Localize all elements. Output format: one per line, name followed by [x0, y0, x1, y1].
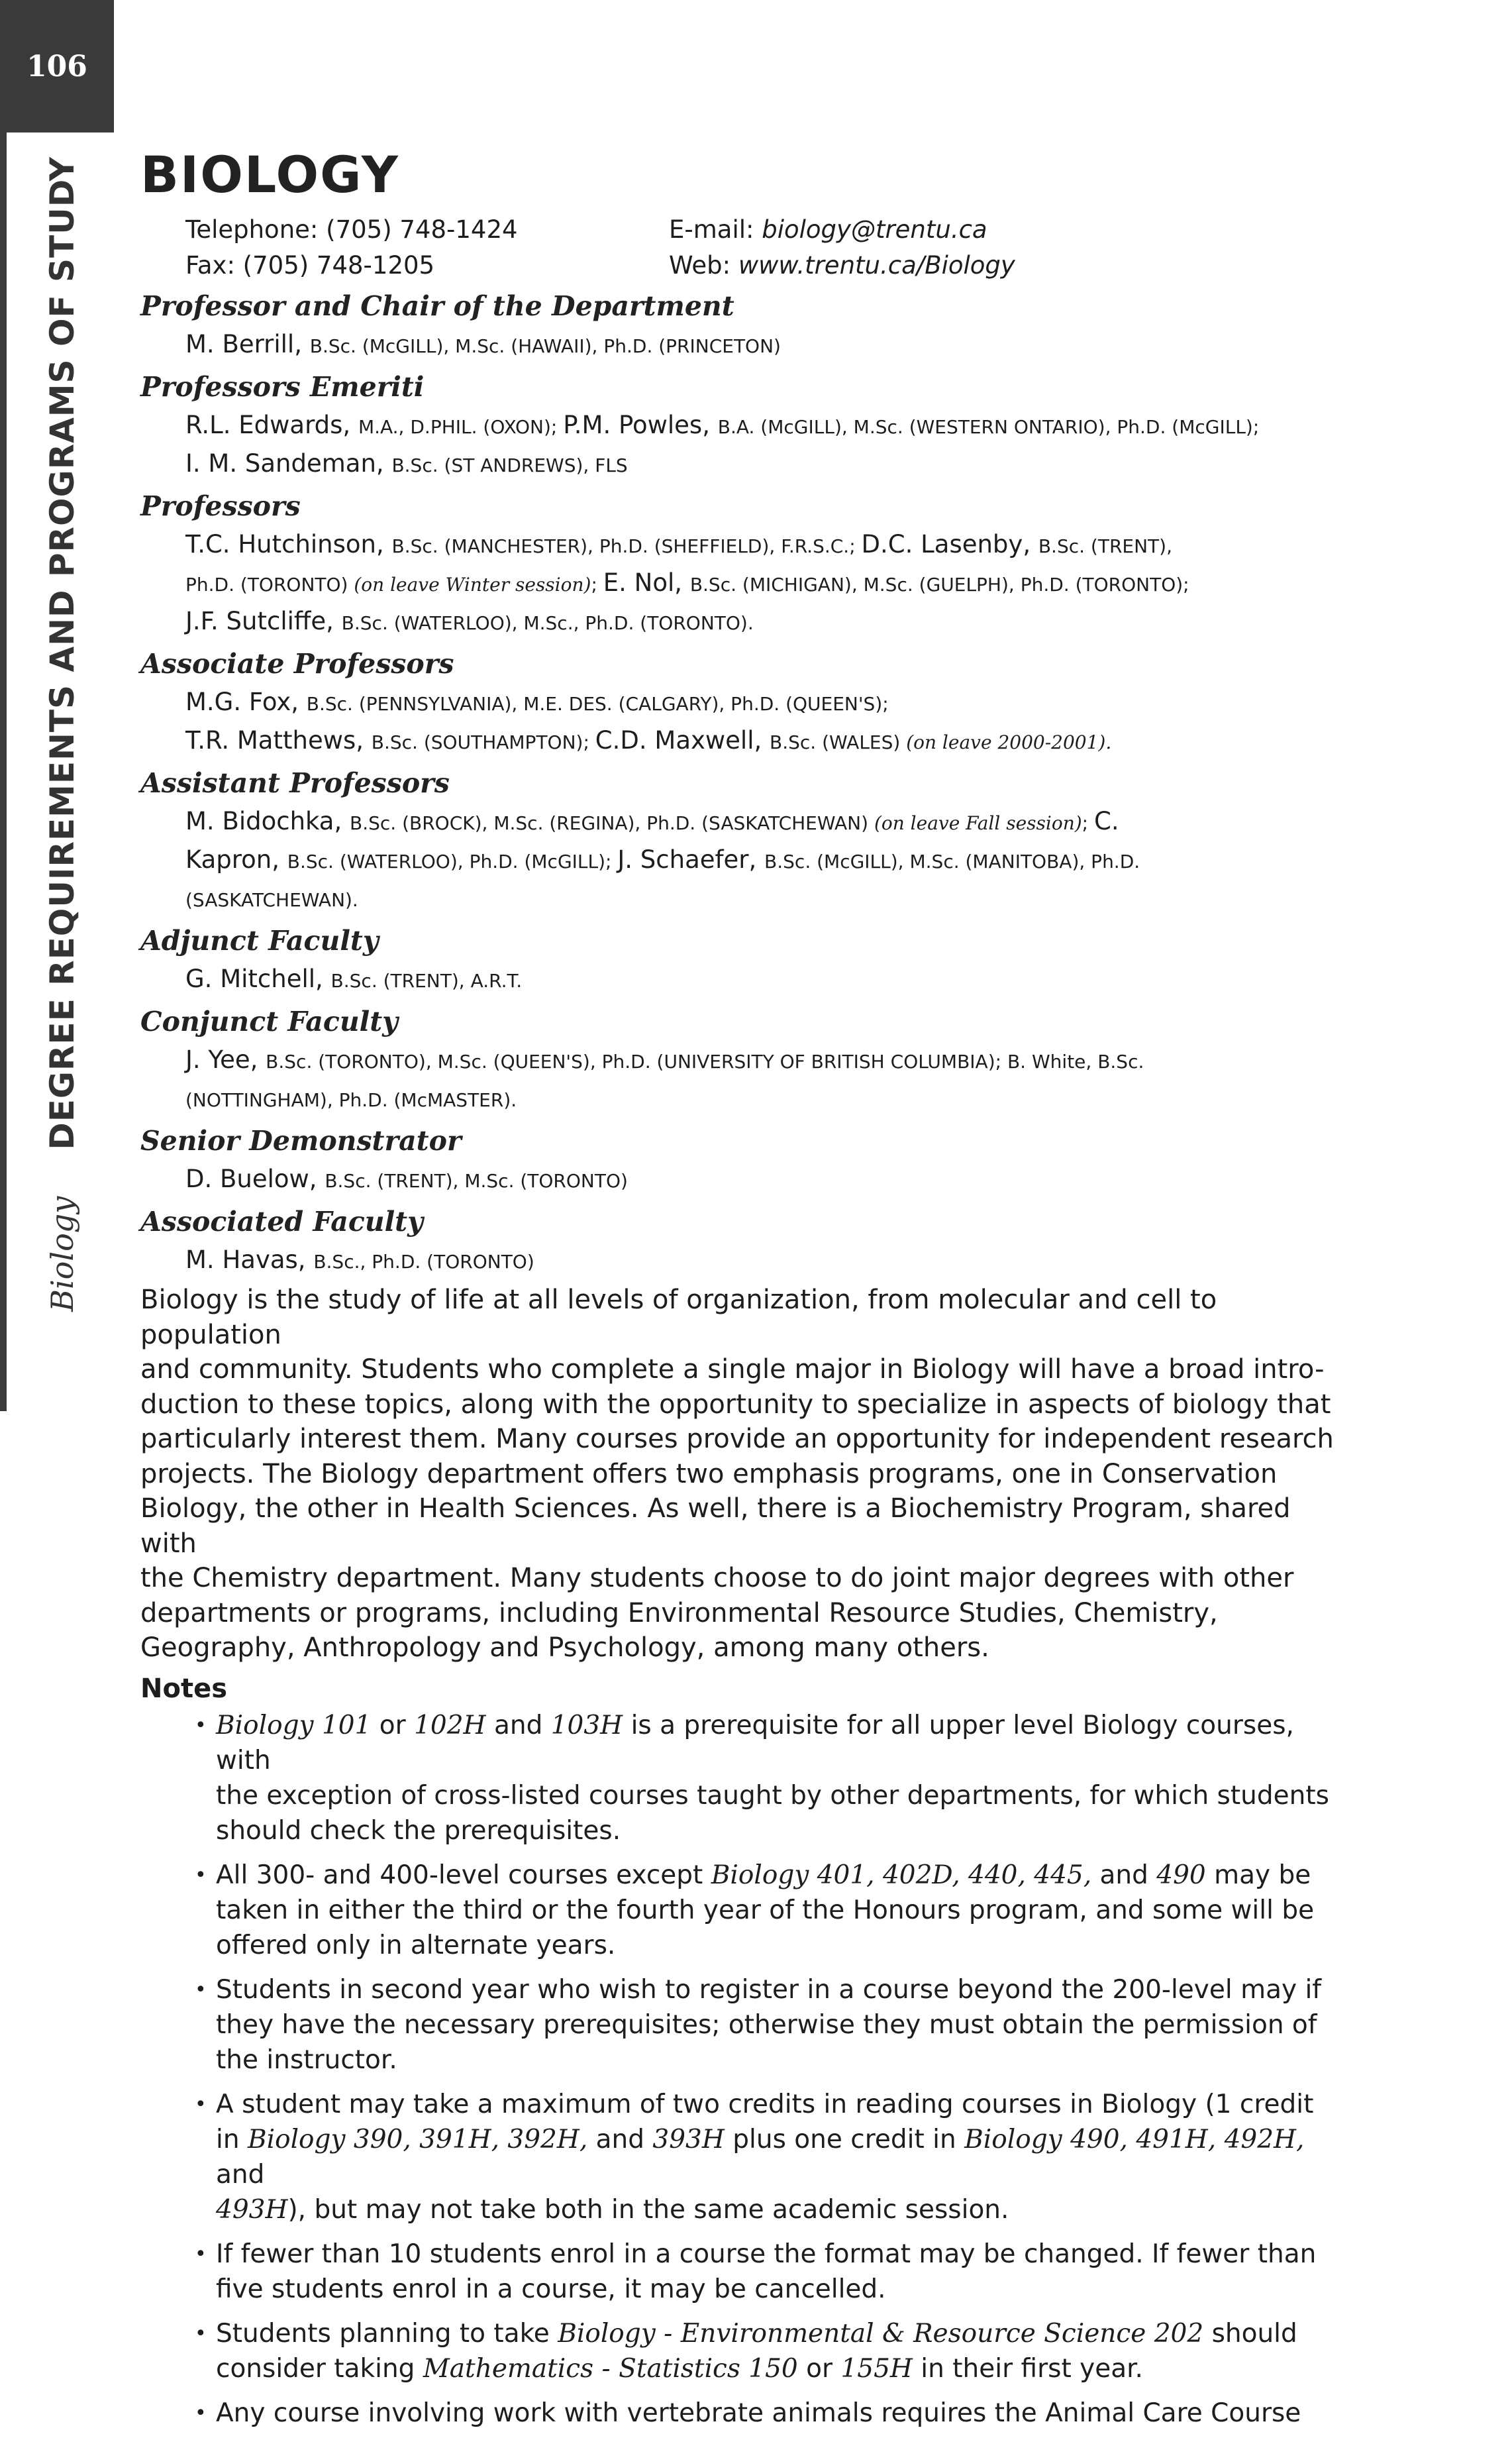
- faculty-list: [140, 286, 1346, 1280]
- faculty-heading: Adjunct Faculty: [140, 925, 379, 957]
- faculty-line: (SASKATCHEWAN).: [185, 889, 358, 911]
- note-line: they have the necessary prerequisites; otherwise they must obtain the permission of: [216, 2009, 1317, 2040]
- side-title-section: DEGREE REQUIREMENTS AND PROGRAMS OF STUDY: [43, 156, 81, 1150]
- faculty-line: R.L. Edwards, M.A., D.PHIL. (OXON); P.M. Powles, B.A. (McGILL), M.Sc. (WESTERN ONTARIO), Ph.D. (McGILL);: [185, 411, 1260, 439]
- note-line: A student may take a maximum of two credits in reading courses in Biology (1 credit: [216, 2089, 1314, 2119]
- faculty-heading: Assistant Professors: [140, 767, 450, 799]
- note-line: consider taking Mathematics - Statistics 150 or 155H in their first year.: [216, 2353, 1143, 2384]
- main-content: [140, 145, 1346, 2440]
- intro-line: departments or programs, including Environmental Resource Studies, Chemistry,: [140, 1597, 1218, 1628]
- faculty-line: Kapron, B.Sc. (WATERLOO), Ph.D. (McGILL); J. Schaefer, B.Sc. (McGILL), M.Sc. (MANITOBA), Ph.D.: [185, 845, 1140, 874]
- web-line: Web: www.trentu.ca/Biology: [669, 251, 1015, 280]
- notes-heading: Notes: [140, 1673, 228, 1704]
- note-line: Any course involving work with vertebrate animals requires the Animal Care Course: [216, 2398, 1301, 2428]
- bullet-icon: •: [195, 1863, 207, 1887]
- bullet-icon: •: [195, 1978, 207, 2001]
- faculty-heading: Associate Professors: [140, 648, 454, 680]
- web-link[interactable]: www.trentu.ca/Biology: [738, 251, 1015, 280]
- page-title: BIOLOGY: [140, 145, 399, 204]
- note-line: five students enrol in a course, it may be cancelled.: [216, 2274, 886, 2304]
- note-item: [185, 2237, 1346, 2307]
- intro-line: duction to these topics, along with the opportunity to specialize in aspects of biology that: [140, 1389, 1331, 1420]
- note-line: Students planning to take Biology - Environmental & Resource Science 202 should: [216, 2318, 1297, 2349]
- note-line: All 300- and 400-level courses except Biology 401, 402D, 440, 445, and 490 may be: [216, 1860, 1311, 1890]
- intro-line: projects. The Biology department offers two emphasis programs, one in Conservation: [140, 1458, 1278, 1489]
- note-item: [185, 1858, 1346, 1963]
- note-item: [185, 1972, 1346, 2078]
- intro-paragraph: [140, 1283, 1346, 1666]
- faculty-line: M. Havas, B.Sc., Ph.D. (TORONTO): [185, 1246, 534, 1274]
- faculty-members: [185, 526, 1346, 641]
- faculty-line: I. M. Sandeman, B.Sc. (ST ANDREWS), FLS: [185, 449, 628, 478]
- note-line: If fewer than 10 students enrol in a course the format may be changed. If fewer than: [216, 2239, 1317, 2269]
- faculty-line: T.C. Hutchinson, B.Sc. (MANCHESTER), Ph.D. (SHEFFIELD), F.R.S.C.; D.C. Lasenby, B.Sc. (TRENT),: [185, 530, 1172, 558]
- contact-block: [185, 212, 1346, 284]
- intro-line: Biology, the other in Health Sciences. As well, there is a Biochemistry Program, shared with: [140, 1493, 1291, 1559]
- side-title: [36, 156, 89, 1312]
- notes-list: [185, 1708, 1346, 2431]
- fax: Fax: (705) 748-1205: [185, 251, 435, 280]
- faculty-line: T.R. Matthews, B.Sc. (SOUTHAMPTON); C.D. Maxwell, B.Sc. (WALES) (on leave 2000-2001).: [185, 726, 1112, 755]
- faculty-line: M. Berrill, B.Sc. (McGILL), M.Sc. (HAWAII), Ph.D. (PRINCETON): [185, 330, 781, 358]
- intro-line: Biology is the study of life at all levels of organization, from molecular and cell to population: [140, 1285, 1217, 1350]
- note-line: the exception of cross-listed courses taught by other departments, for which students: [216, 1780, 1329, 1811]
- bullet-icon: •: [195, 1713, 207, 1737]
- bullet-icon: •: [195, 2242, 207, 2266]
- note-line: offered only in alternate years.: [216, 1930, 616, 1960]
- note-line: in Biology 390, 391H, 392H, and 393H plus one credit in Biology 490, 491H, 492H, and: [216, 2124, 1305, 2190]
- telephone: Telephone: (705) 748-1424: [185, 215, 518, 244]
- faculty-line: G. Mitchell, B.Sc. (TRENT), A.R.T.: [185, 965, 523, 993]
- note-line: Biology 101 or 102H and 103H is a prerequisite for all upper level Biology courses, with: [216, 1710, 1294, 1776]
- intro-line: the Chemistry department. Many students choose to do joint major degrees with other: [140, 1563, 1294, 1593]
- faculty-heading: Professor and Chair of the Department: [140, 290, 734, 322]
- faculty-line: Ph.D. (TORONTO) (on leave Winter session); E. Nol, B.Sc. (MICHIGAN), M.Sc. (GUELPH), Ph.D. (TORONTO);: [185, 568, 1189, 597]
- email-link[interactable]: biology@trentu.ca: [762, 215, 987, 244]
- faculty-heading: Associated Faculty: [140, 1206, 423, 1238]
- faculty-members: [185, 1041, 1346, 1118]
- note-item: [185, 2396, 1346, 2431]
- bullet-icon: •: [195, 2401, 207, 2425]
- note-item: [185, 2087, 1346, 2227]
- faculty-line: (NOTTINGHAM), Ph.D. (McMASTER).: [185, 1089, 517, 1111]
- note-line: Students in second year who wish to register in a course beyond the 200-level may if: [216, 1974, 1322, 2005]
- faculty-heading: Professors: [140, 490, 301, 522]
- faculty-members: [185, 1242, 1346, 1280]
- faculty-members: [185, 1161, 1346, 1199]
- note-item: [185, 2316, 1346, 2386]
- faculty-heading: Senior Demonstrator: [140, 1125, 462, 1157]
- bullet-icon: •: [195, 2092, 207, 2116]
- sidebar-rule: [0, 133, 7, 1411]
- email-line: E-mail: biology@trentu.ca: [669, 215, 987, 244]
- side-title-course: Biology: [44, 1196, 80, 1312]
- faculty-line: M.G. Fox, B.Sc. (PENNSYLVANIA), M.E. DES. (CALGARY), Ph.D. (QUEEN'S);: [185, 688, 889, 716]
- note-line: the instructor.: [216, 2044, 397, 2075]
- faculty-heading: Professors Emeriti: [140, 371, 425, 403]
- intro-line: and community. Students who complete a single major in Biology will have a broad intro-: [140, 1354, 1325, 1385]
- note-line: taken in either the third or the fourth year of the Honours program, and some will be: [216, 1895, 1315, 1925]
- faculty-heading: Conjunct Faculty: [140, 1006, 398, 1037]
- faculty-line: D. Buelow, B.Sc. (TRENT), M.Sc. (TORONTO): [185, 1165, 628, 1193]
- faculty-members: [185, 803, 1346, 918]
- note-line: 493H), but may not take both in the same academic session.: [216, 2194, 1009, 2225]
- faculty-members: [185, 407, 1346, 484]
- faculty-line: J. Yee, B.Sc. (TORONTO), M.Sc. (QUEEN'S), Ph.D. (UNIVERSITY OF BRITISH COLUMBIA); B. White, B.Sc.: [185, 1045, 1144, 1074]
- intro-line: particularly interest them. Many courses provide an opportunity for independent research: [140, 1424, 1334, 1454]
- note-line: should check the prerequisites.: [216, 1815, 621, 1846]
- note-item: [185, 1708, 1346, 1848]
- faculty-line: M. Bidochka, B.Sc. (BROCK), M.Sc. (REGINA), Ph.D. (SASKATCHEWAN) (on leave Fall session); C.: [185, 807, 1119, 835]
- faculty-line: J.F. Sutcliffe, B.Sc. (WATERLOO), M.Sc., Ph.D. (TORONTO).: [185, 607, 754, 635]
- bullet-icon: •: [195, 2321, 207, 2345]
- intro-line: Geography, Anthropology and Psychology, among many others.: [140, 1632, 989, 1663]
- page-number: 106: [0, 0, 114, 133]
- faculty-members: [185, 961, 1346, 999]
- faculty-members: [185, 326, 1346, 364]
- faculty-members: [185, 684, 1346, 761]
